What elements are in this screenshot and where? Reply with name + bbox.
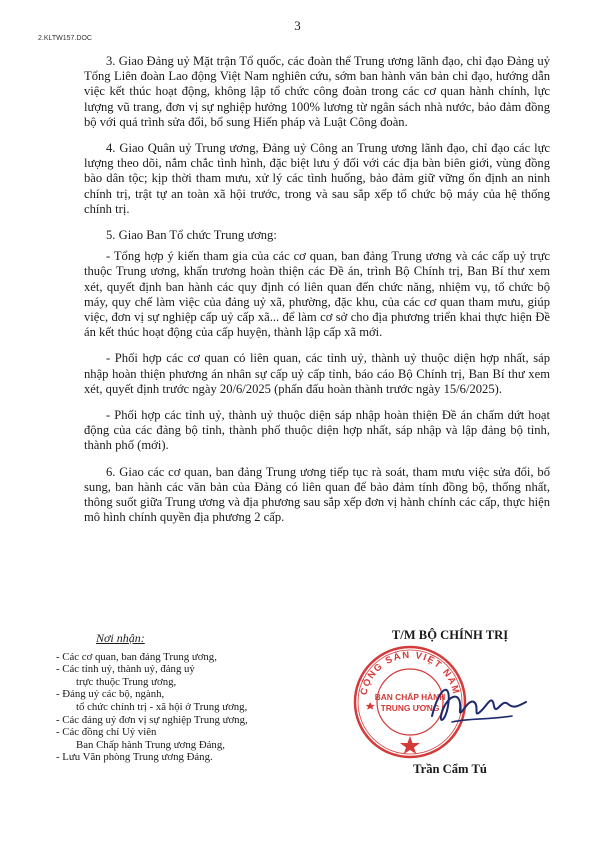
seal-star-icon [366, 702, 375, 710]
seal-outer-text: CỘNG SẢN VIỆT NAM [358, 649, 462, 697]
page-number: 3 [294, 18, 301, 33]
seal-star-icon [400, 736, 420, 754]
signature-block [350, 628, 550, 776]
paragraph-4: 4. Giao Quân uỷ Trung ương, Đảng uỷ Công an Trung ương lãnh đạo, chỉ đạo các lực lượng theo dõi, nắm chắc tình hình, đặc biệt lưu ý đối với các địa bàn biên giới, vùng đồng bào dân tộc; kịp thời tham mưu, xử lý các tình huống, bảo đảm giữ vững ổn định an ninh chính trị, trật tự an toàn xã hội trước, trong và sau sắp xếp tổ chức bộ máy của hệ thống chính trị. [84, 141, 550, 216]
paragraph-5-item-1: - Tổng hợp ý kiến tham gia của các cơ quan, ban đảng Trung ương và các cấp uỷ trực thuộc Trung ương, khẩn trương hoàn thiện các Đề án, trình Bộ Chính trị, Ban Bí thư xem xét, quyết định ban hành các quy định có liên quan đến chức năng, nhiệm vụ, tổ chức bộ máy, quy chế làm việc của đảng uỷ xã, phường, đặc khu, của các cơ quan tham mưu, giúp việc, đơn vị sự nghiệp cấp uỷ cấp xã... để làm cơ sở cho địa phương triển khai thực hiện Đề án kết thúc hoạt động của cấp huyện, thành lập cấp xã mới. [84, 249, 550, 340]
document-body [84, 54, 550, 536]
recipient-line: Ban Chấp hành Trung ương Đảng, [76, 738, 225, 751]
recipient-line: - Đảng uỷ các bộ, ngành, [56, 688, 165, 701]
paragraph-5-item-2: - Phối hợp các cơ quan có liên quan, các tỉnh uỷ, thành uỷ thuộc diện hợp nhất, sáp nhập hoàn thiện phương án nhân sự cấp uỷ cấp tỉnh, báo cáo Bộ Chính trị, Ban Bí thư xem xét, quyết định trước ngày 20/6/2025 (phấn đấu hoàn thành trước ngày 15/6/2025). [84, 351, 550, 396]
signer-name: Trần Cẩm Tú [413, 762, 487, 776]
recipient-line: - Các tỉnh uỷ, thành uỷ, đảng uỷ [56, 663, 195, 676]
paragraph-5-item-3: - Phối hợp các tỉnh uỷ, thành uỷ thuộc diện sáp nhập hoàn thiện Đề án chấm dứt hoạt động của các đảng bộ tỉnh, thành phố thuộc diện hợp nhất, sáp nhập và lập đảng bộ tỉnh, thành phố (mới). [84, 408, 550, 453]
document-code: 2.KLTW157.DOC [38, 35, 92, 42]
recipients-block [56, 632, 316, 764]
handwritten-signature-icon [422, 676, 532, 738]
signature-title: T/M BỘ CHÍNH TRỊ [391, 628, 509, 642]
paragraph-3: 3. Giao Đảng uỷ Mặt trận Tổ quốc, các đoàn thể Trung ương lãnh đạo, chỉ đạo Đảng uỷ Tổng Liên đoàn Lao động Việt Nam nghiên cứu, sớm ban hành văn bản chỉ đạo, hướng dẫn việc kết thúc hoạt động, không lập tổ chức công đoàn trong các cơ quan hành chính, lực lượng vũ trang, đơn vị sự nghiệp hưởng 100% lương từ ngân sách nhà nước, bảo đảm đồng bộ với quá trình sửa đổi, bổ sung Hiến pháp và Luật Công đoàn. [84, 54, 550, 129]
paragraph-6: 6. Giao các cơ quan, ban đảng Trung ương tiếp tục rà soát, tham mưu việc sửa đổi, bổ sung, ban hành các văn bản của Đảng có liên quan để bảo đảm tính đồng bộ, thống nhất, thông suốt giữa Trung ương và địa phương sau sắp xếp đơn vị hành chính các cấp, thực hiện mô hình chính quyền địa phương 2 cấp. [84, 464, 550, 525]
seal-center-text-1: BAN CHẤP HÀNH [374, 692, 446, 702]
recipient-line: tổ chức chính trị - xã hội ở Trung ương, [76, 700, 248, 713]
paragraph-5-heading: 5. Giao Ban Tổ chức Trung ương: [106, 228, 277, 243]
recipient-line: - Các đồng chí Uỷ viên [56, 726, 157, 739]
recipient-line: - Lưu Văn phòng Trung ương Đảng. [56, 751, 213, 764]
seal-center-text-2: TRUNG ƯƠNG [380, 703, 440, 713]
recipient-line: - Các đảng uỷ đơn vị sự nghiệp Trung ương, [56, 713, 248, 726]
recipient-line: - Các cơ quan, ban đảng Trung ương, [56, 650, 217, 663]
recipients-heading: Nơi nhận: [96, 631, 145, 645]
recipient-line: trực thuộc Trung ương, [76, 675, 177, 688]
